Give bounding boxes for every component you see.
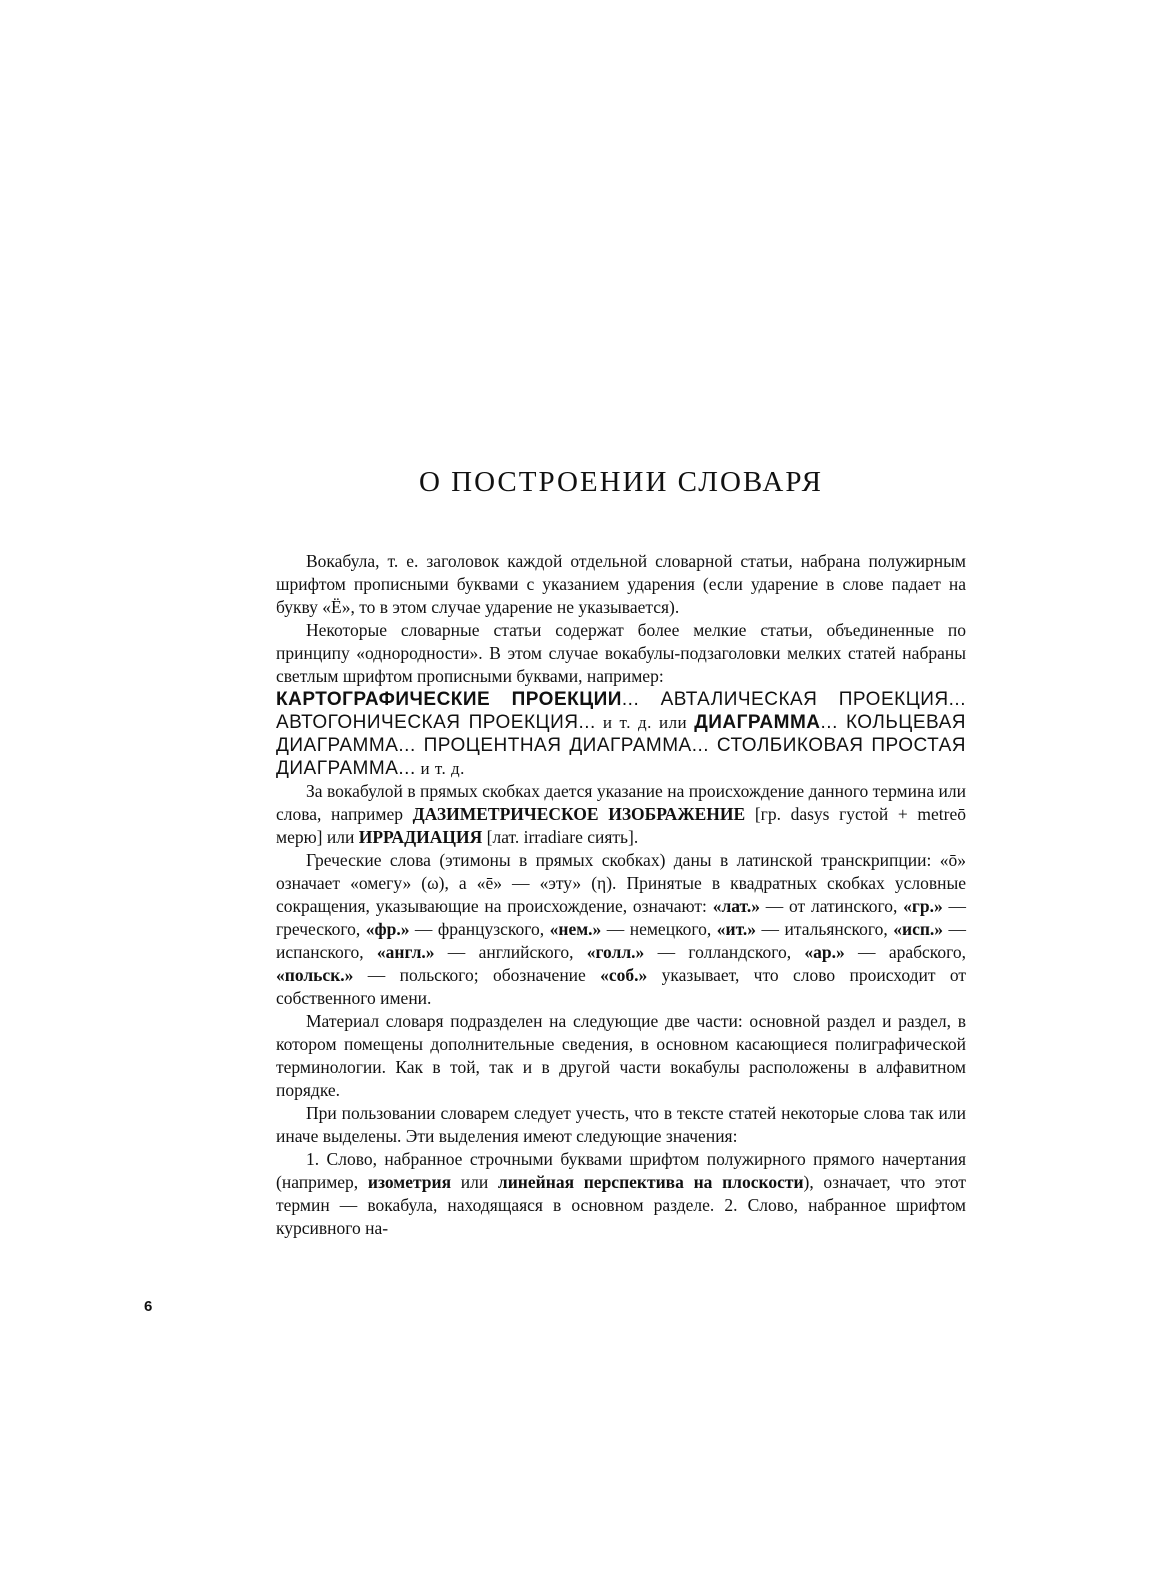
text-run: или bbox=[451, 1172, 498, 1192]
text-run: — итальянского, bbox=[756, 919, 894, 939]
example-headwords bbox=[276, 688, 966, 780]
body-text bbox=[276, 550, 966, 1240]
abbr-polsk: «польск.» bbox=[276, 965, 354, 985]
abbr-lat: «лат.» bbox=[712, 896, 760, 916]
abbr-sob: «соб.» bbox=[600, 965, 648, 985]
example-term-bold: ДАЗИМЕТРИЧЕСКОЕ ИЗОБРАЖЕНИЕ bbox=[412, 804, 746, 824]
ellipsis: ... bbox=[621, 689, 640, 710]
page-title: О ПОСТРОЕНИИ СЛОВАРЯ bbox=[418, 466, 824, 498]
ellipsis: ... bbox=[578, 712, 596, 733]
text-run: — испанского, bbox=[276, 919, 967, 962]
or-text: или bbox=[651, 713, 695, 732]
text-run: Греческие слова (этимоны в прямых скобках) даны в латинской транскрипции: «ō» означает «омегу» (ω), а «ē» — «эту» (η). Принятые в квадратных скобках условные сокращения, указывающие на происхождение, означают: bbox=[276, 850, 966, 916]
paragraph-subentries: Некоторые словарные статьи содержат более мелкие статьи, объединенные по принципу «однородности». В этом случае вокабулы-подзаголовки мелких статей набраны светлым шрифтом прописными буквами, например: bbox=[276, 620, 966, 686]
text-run: — голландского, bbox=[644, 942, 805, 962]
text-run: — греческого, bbox=[276, 896, 967, 939]
example-subheadword: ПРОЦЕНТНАЯ ДИАГРАММА bbox=[415, 735, 692, 756]
abbr-ar: «ар.» bbox=[804, 942, 845, 962]
paragraph-etymology bbox=[276, 780, 966, 849]
text-run: — польского; обозначение bbox=[353, 965, 601, 985]
abbr-gr: «гр.» bbox=[903, 896, 943, 916]
text-run: 1. Слово, набранное строчными буквами шрифтом полужирного прямого начертания (например, bbox=[276, 1149, 966, 1192]
text-run: указывает, что слово происходит от собственного имени. bbox=[276, 965, 966, 1008]
paragraph-highlighting: При пользовании словарем следует учесть, что в тексте статей некоторые слова так или иначе выделены. Эти выделения имеют следующие значения: bbox=[276, 1103, 966, 1146]
abbr-it: «ит.» bbox=[716, 919, 757, 939]
paragraph-bold-terms bbox=[276, 1148, 966, 1240]
example-subheadword: АВТОГОНИЧЕСКАЯ ПРОЕКЦИЯ bbox=[276, 712, 579, 733]
example-headword-bold: КАРТОГРАФИЧЕСКИЕ ПРОЕКЦИИ bbox=[276, 689, 622, 710]
ellipsis: ... bbox=[820, 712, 838, 733]
paragraph-structure: Материал словаря подразделен на следующие две части: основной раздел и раздел, в котором помещены дополнительные сведения, в основном касающиеся полиграфической терминологии. Как в той, так и в другой части вокабулы расположены в алфавитном порядке. bbox=[276, 1011, 966, 1100]
ellipsis: ... bbox=[948, 689, 966, 710]
paragraph-vocabula: Вокабула, т. е. заголовок каждой отдельной словарной статьи, набрана полужирным шрифтом прописными буквами с указанием ударения (если ударение в слове падает на букву «Ё», то в этом случае ударение не указывается). bbox=[276, 551, 966, 617]
example-subheadword: КОЛЬЦЕВАЯ ДИАГРАММА bbox=[276, 712, 966, 756]
ellipsis: ... bbox=[398, 758, 416, 779]
example-term-bold: изометрия bbox=[367, 1172, 452, 1192]
example-term-bold: ИРРАДИАЦИЯ bbox=[358, 827, 483, 847]
abbr-goll: «голл.» bbox=[586, 942, 645, 962]
text-run: — арабского, bbox=[844, 942, 967, 962]
paragraph-abbreviations bbox=[276, 849, 966, 1010]
text-run: — от латинского, bbox=[759, 896, 904, 916]
abbr-nem: «нем.» bbox=[549, 919, 602, 939]
ellipsis: ... bbox=[691, 735, 710, 756]
example-headword-bold: ДИАГРАММА bbox=[694, 712, 821, 733]
abbr-isp: «исп.» bbox=[893, 919, 944, 939]
text-run: ), означает, что этот термин — вокабула, находящаяся в основном разделе. 2. Слово, набранное шрифтом курсивного на- bbox=[276, 1172, 966, 1238]
text-run: — французского, bbox=[409, 919, 550, 939]
example-subheadword: АВТАЛИЧЕСКАЯ ПРОЕКЦИЯ bbox=[639, 689, 949, 710]
abbr-angl: «англ.» bbox=[376, 942, 435, 962]
abbr-fr: «фр.» bbox=[365, 919, 410, 939]
etc-text: и т. д. bbox=[595, 713, 652, 732]
text-run: [гр. dasys густой + metreō мерю] или bbox=[276, 804, 966, 847]
text-run: — немецкого, bbox=[601, 919, 717, 939]
etc-text: и т. д. bbox=[415, 759, 465, 778]
text-run: — английского, bbox=[434, 942, 587, 962]
page-number: 6 bbox=[144, 1298, 153, 1315]
example-term-bold: линейная перспектива на плоскости bbox=[497, 1172, 804, 1192]
ellipsis: ... bbox=[398, 735, 416, 756]
text-run: За вокабулой в прямых скобках дается указание на происхождение данного термина или слова, например bbox=[276, 781, 966, 824]
example-subheadword: СТОЛБИКОВАЯ ПРОСТАЯ ДИАГРАММА bbox=[276, 735, 967, 779]
text-run: [лат. irradiare сиять]. bbox=[482, 827, 639, 847]
